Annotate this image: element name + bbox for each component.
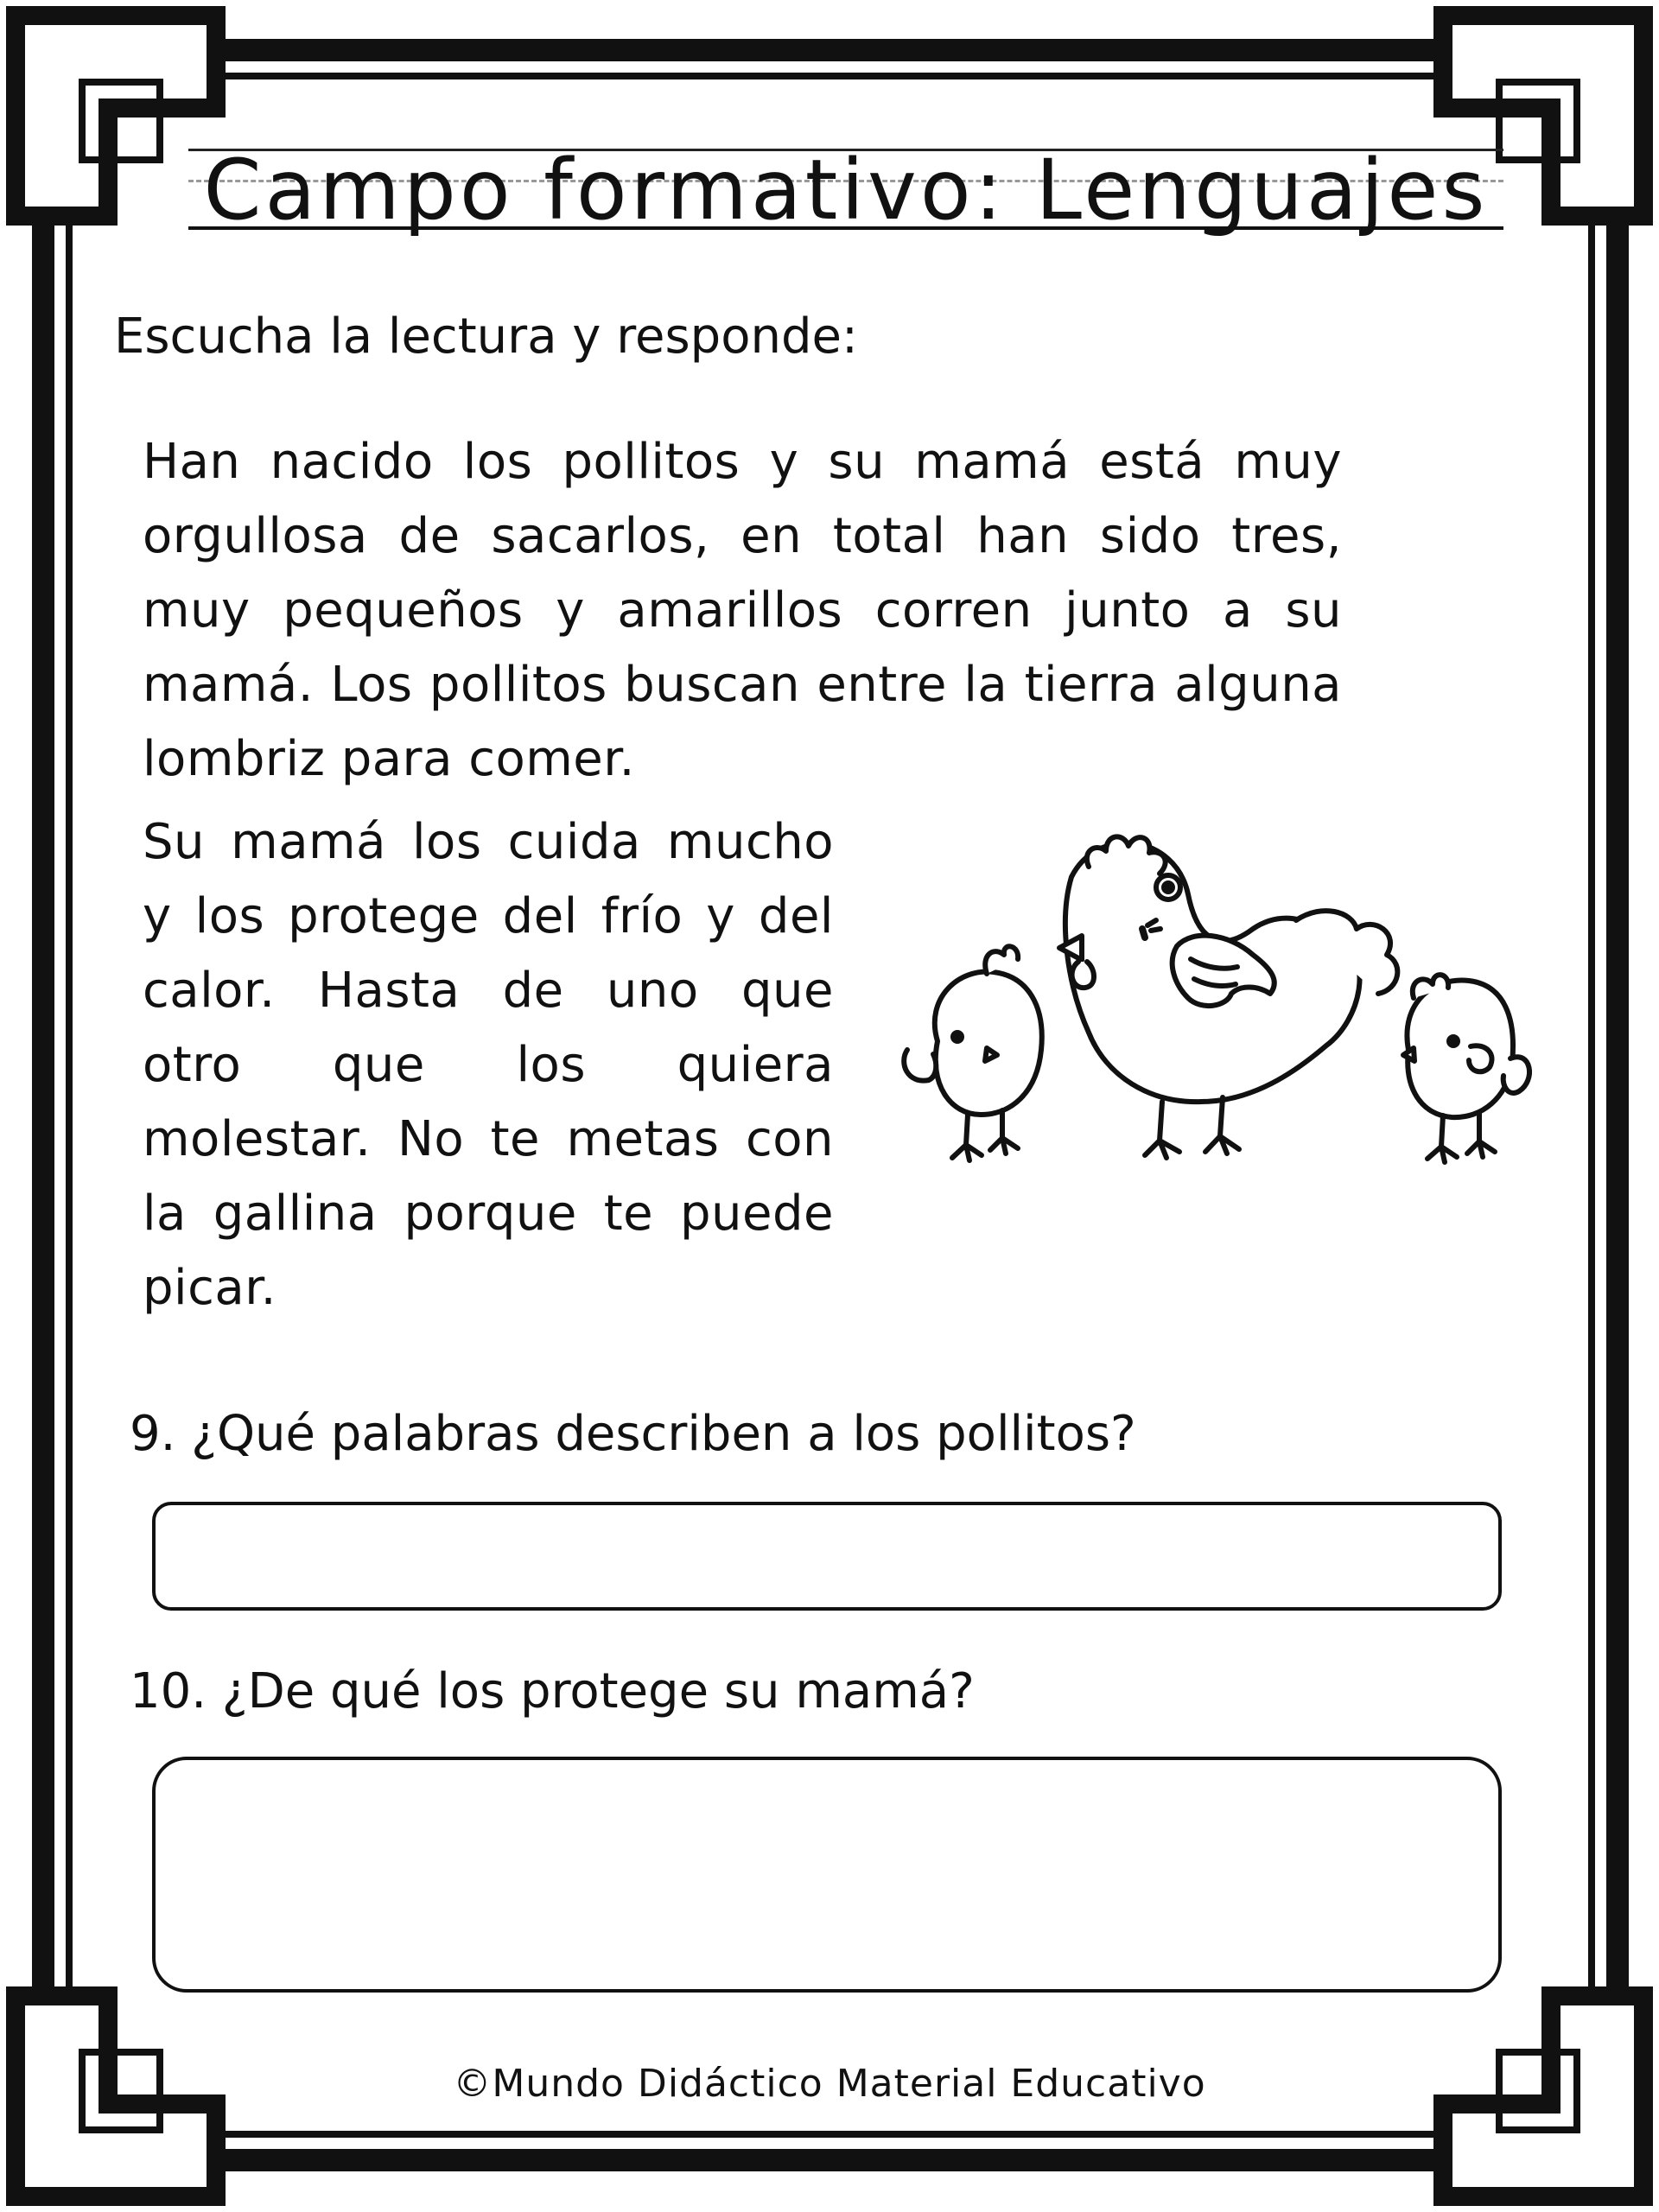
chick-left-illustration <box>904 946 1042 1160</box>
question-10: 10. ¿De qué los protege su mamá? <box>130 1663 975 1719</box>
answer-box-question-9[interactable] <box>152 1502 1502 1611</box>
chick-right-illustration <box>1403 975 1529 1162</box>
hen-illustration <box>1059 836 1397 1158</box>
page-title: Campo formativo: Lenguajes <box>203 142 1489 238</box>
corner-top-left <box>16 16 216 216</box>
reading-paragraph-1: Han nacido los pollitos y su mamá está muy orgullosa de sacarlos, en total han sido tres, muy pequeños y amarillos corren junto a su mamá. Los pollitos buscan entre la tierra alguna lombriz para comer. <box>143 434 1342 787</box>
reading-paragraph-2: Su mamá los cuida mucho y los protege del frío y del calor. Hasta de uno que otro que los quiera molestar. No te metas con la gallina porque te puede picar. <box>143 814 834 1316</box>
instruction-text: Escucha la lectura y responde: <box>114 308 858 365</box>
copyright-footer: ©Mundo Didáctico Material Educativo <box>453 2062 1206 2106</box>
answer-box-question-10[interactable] <box>152 1757 1502 1993</box>
question-9: 9. ¿Qué palabras describen a los pollitos? <box>130 1406 1136 1462</box>
hen-and-chicks-illustration <box>890 817 1538 1231</box>
